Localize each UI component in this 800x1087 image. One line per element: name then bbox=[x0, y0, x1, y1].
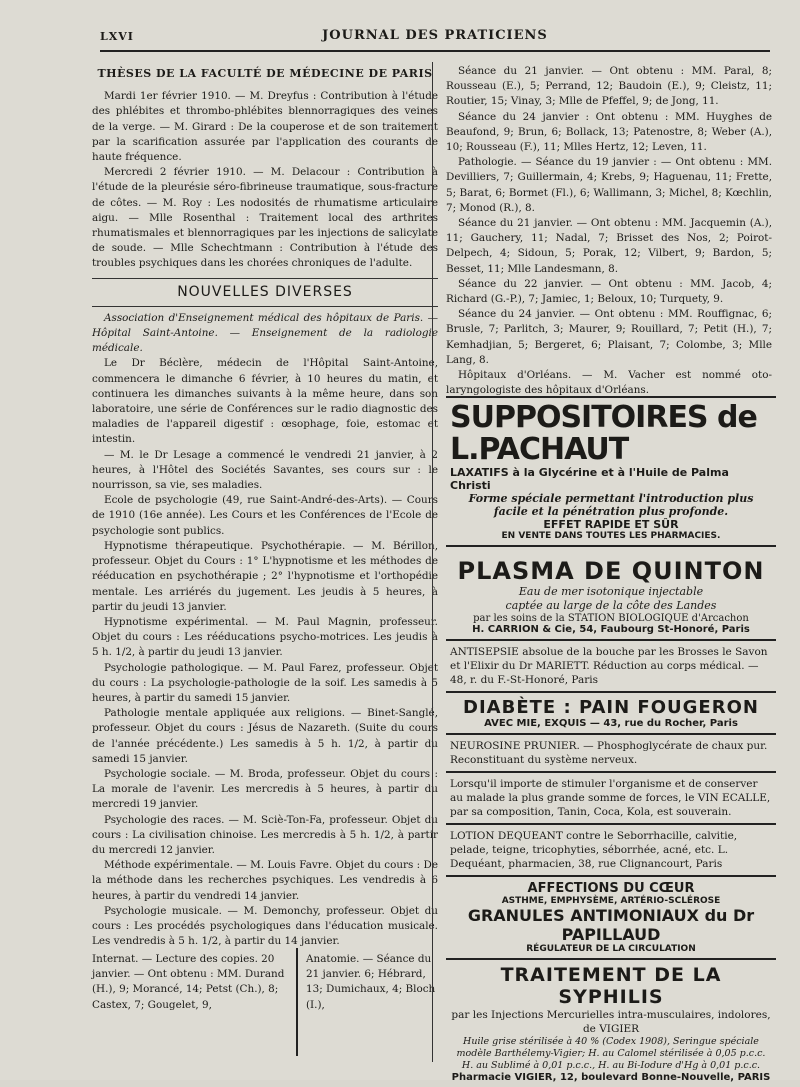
ad-antisepsie: ANTISEPSIE absolue de la bouche par les Brosses le Savon et l'Elixir du Dr MARIETT. Réduction au corps médical. — 48, r. du F.-St-Honoré, Paris bbox=[446, 639, 776, 691]
ad-diabete bbox=[446, 691, 776, 733]
ad-line: RÉGULATEUR DE LA CIRCULATION bbox=[526, 944, 696, 954]
section-rule bbox=[92, 306, 438, 307]
journal-title: JOURNAL DES PRATICIENS bbox=[322, 28, 548, 43]
results-paragraph: Pathologie. — Séance du 19 janvier : — Ont obtenu : MM. Devilliers, 7; Guillermain, 4; Krebs, 9; Haguenau, 11; Frette, 5; Barat, 6; Bormet (Fl.), 6; Wallimann, 3; Michel, 8; Kœchlin, 7; Monod (R.), 8. bbox=[446, 156, 772, 214]
news-paragraph: Ecole de psychologie (49, rue Saint-André-des-Arts). — Cours de 1910 (16e année). Les Cours et les Conférences de l'Ecole de psychologie sont publics. bbox=[92, 494, 438, 537]
news-paragraph: Psychologie des races. — M. Sciè-Ton-Fa, professeur. Objet du cours : La civilisation chinoise. Les mercredis à 5 h. 1/2, à partir du mercredi 12 janvier. bbox=[92, 813, 438, 856]
results-paragraph: Séance du 24 janvier. — Ont obtenu : MM. Rouffignac, 6; Brusle, 7; Parlitch, 3; Maurer, 9; Rouillard, 7; Petit (H.), 7; Kemhadjian, 5; Bergeret, 6; Plaisant, 7; Colombe, 3; Mlle Lang, 8. bbox=[446, 308, 772, 366]
news-paragraph: Le Dr Béclère, médecin de l'Hôpital Saint-Antoine, commencera le dimanche 6 février, à 10 heures du matin, et continuera les dimanches suivants à la même heure, dans son laboratoire, une série de Conférences sur le radio diagnostic des maladies de l'appareil digestif : œsophage, foie, estomac et intestin. bbox=[92, 357, 438, 446]
ad-address: H. CARRION & Cie, 54, Faubourg St-Honoré, Paris bbox=[472, 624, 750, 635]
ad-line: par les soins de la STATION BIOLOGIQUE d'Arcachon bbox=[473, 613, 749, 624]
ad-papillaud bbox=[446, 875, 776, 958]
ad-line: Forme spéciale permettant l'introduction plus facile et la pénétration plus profonde. bbox=[468, 492, 754, 518]
ad-line: EFFET RAPIDE ET SÛR bbox=[543, 518, 679, 531]
news-paragraph: Méthode expérimentale. — M. Louis Favre. Objet du cours : De la méthode dans les recherches psychiques. Les vendredis à 6 heures, à partir du vendredi 14 janvier. bbox=[92, 859, 438, 902]
news-paragraph: Psychologie musicale. — M. Demonchy, professeur. Objet du cours : Les procédés psychologiques dans l'éducation musicale. Les vendredis à 5 h. 1/2, à partir du 14 janvier. bbox=[92, 904, 438, 948]
advertisements bbox=[446, 396, 776, 1087]
results-paragraph: Séance du 22 janvier. — Ont obtenu : MM. Jacob, 4; Richard (G.-P.), 7; Jamiec, 1; Beloux, 10; Turquety, 9. bbox=[446, 277, 772, 306]
right-column bbox=[446, 64, 772, 398]
page-header bbox=[100, 28, 770, 52]
internat-right: Anatomie. — Séance du 21 janvier. 6; Hébrard, 13; Dumichaux, 4; Bloch (I.), bbox=[306, 953, 436, 1011]
ad-address: Pharmacie VIGIER, 12, boulevard Bonne-Nouvelle, PARIS bbox=[451, 1072, 771, 1083]
theses-entry: Mardi 1er février 1910. — M. Dreyfus : Contribution à l'étude des phlébites et thrombo-phlébites blennorragiques des veines de la verge. — M. Girard : De la couperose et de son traitement par la scarification assurée par l'application des courants de haute fréquence. bbox=[92, 90, 438, 164]
results-paragraph: Séance du 21 janvier. — Ont obtenu : MM. Jacquemin (A.), 11; Gauchery, 11; Nadal, 7; Brisset des Nos, 2; Poirot-Delpech, 4; Sidoun, 5; Porak, 12; Vilbert, 9; Bardon, 5; Besset, 11; Mlle Landesmann, 8. bbox=[446, 217, 772, 275]
internat-left: Internat. — Lecture des copies. 20 janvier. — Ont obtenu : MM. Durand (H.), 9; Morancé, 14; Petst (Ch.), 8; Castex, 7; Gougelet, 9, bbox=[92, 953, 285, 1011]
news-paragraph: — M. le Dr Lesage a commencé le vendredi 21 janvier, à 2 heures, à l'Hôtel des Sociétés Savantes, ses cours sur : le nourrisson, sa vie, ses maladies. bbox=[92, 448, 438, 492]
results-paragraph: Hôpitaux d'Orléans. — M. Vacher est nommé oto-laryngologiste des hôpitaux d'Orléans. bbox=[446, 369, 772, 397]
ad-title: PLASMA DE QUINTON bbox=[457, 557, 765, 585]
ad-neurosine: NEUROSINE PRUNIER. — Phosphoglycérate de chaux pur. Reconstituant du système nerveux. bbox=[446, 733, 776, 771]
news-paragraph: Hypnotisme expérimental. — M. Paul Magnin, professeur. Objet du cours : Les rééducations psycho-motrices. Les jeudis à 5 h. 1/2, à partir du jeudi 13 janvier. bbox=[92, 615, 438, 659]
ad-title: GRANULES ANTIMONIAUX du Dr PAPILLAUD bbox=[467, 906, 755, 944]
ad-line: Huile grise stérilisée à 40 % (Codex 1908), Seringue spéciale modèle Barthélemy-Vigier; H. au Calomel stérilisée à 0,05 p.c.c. H. au Sublimé à 0,01 p.c.c., H. au Bi-Iodure d'Hg à 0,01 p.c.c. bbox=[456, 1036, 766, 1071]
ad-quinton bbox=[446, 545, 776, 639]
news-paragraph: Psychologie sociale. — M. Broda, professeur. Objet du cours : La morale de l'avenir. Les mercredis à 5 heures, à partir du mercredi 19 janvier. bbox=[92, 767, 438, 811]
nouvelles-title: NOUVELLES DIVERSES bbox=[92, 278, 438, 300]
ad-line: ASTHME, EMPHYSÈME, ARTÉRIO-SCLÉROSE bbox=[501, 896, 721, 906]
column-bar bbox=[296, 948, 298, 1056]
theses-title: THÈSES DE LA FACULTÉ DE MÉDECINE DE PARIS bbox=[97, 67, 433, 80]
news-paragraph: Psychologie pathologique. — M. Paul Farez, professeur. Objet du cours : La psychologie-pathologie de la soif. Les samedis à 5 heures, à partir du samedi 15 janvier. bbox=[92, 661, 438, 704]
ad-title: DIABÈTE : PAIN FOUGERON bbox=[463, 697, 759, 718]
ad-line: LAXATIFS à la Glycérine et à l'Huile de Palma Christi bbox=[450, 466, 729, 492]
news-paragraph: Hypnotisme thérapeutique. Psychothérapie. — M. Bérillon, professeur. Objet du Cours : 1° L'hypnotisme et les méthodes de rééducation en psychothérapie ; 2° l'hypnotisme et l'orthopédie mentale. Les arriérés du jugement. Les jeudis à 5 heures, à partir du jeudi 13 janvier. bbox=[92, 539, 438, 613]
ad-line: EN VENTE DANS TOUTES LES PHARMACIES. bbox=[501, 531, 721, 541]
results-paragraph: Séance du 21 janvier. — Ont obtenu : MM. Paral, 8; Rousseau (E.), 5; Perrand, 12; Baudoin (E.), 9; Cleistz, 11; Routier, 15; Vinay, 3; Mlle de Pfeffel, 9; de Jong, 11. bbox=[446, 65, 772, 108]
ad-title: SUPPOSITOIRES de L.PACHAUT bbox=[450, 400, 757, 467]
ad-line: captée au large de la côte des Landes bbox=[505, 599, 717, 612]
page-number: LXVI bbox=[100, 30, 134, 43]
ad-syphilis bbox=[446, 958, 776, 1087]
ad-line: AVEC MIE, EXQUIS — 43, rue du Rocher, Paris bbox=[484, 718, 738, 729]
left-column bbox=[92, 62, 438, 949]
ad-lotion-dequeant: LOTION DEQUEANT contre le Seborrhacille, calvitie, pelade, teigne, tricophyties, séborrhée, acné, etc. L. Dequéant, pharmacien, 38, rue Clignancourt, Paris bbox=[446, 823, 776, 875]
news-paragraph: Association d'Enseignement médical des hôpitaux de Paris. — Hôpital Saint-Antoine. — Enseignement de la radiologie médicale. bbox=[92, 311, 438, 355]
ad-line: par les Injections Mercurielles intra-musculaires, indolores, de VIGIER bbox=[451, 1009, 771, 1035]
ad-vin-ecalle: Lorsqu'il importe de stimuler l'organisme et de conserver au malade la plus grande somme de forces, le VIN ECALLE, par sa composition, Tanin, Coca, Kola, est souverain. bbox=[446, 771, 776, 823]
column-divider bbox=[432, 62, 433, 1062]
ad-line: Eau de mer isotonique injectable bbox=[518, 585, 704, 598]
ad-line: AFFECTIONS DU CŒUR bbox=[527, 881, 695, 896]
ad-pachaut bbox=[446, 396, 776, 545]
theses-entry: Mercredi 2 février 1910. — M. Delacour : Contribution à l'étude de la pleurésie séro-fibrineuse traumatique, sous-fracture de côtes. — M. Roy : Les nodosités de rhumatisme articulaire aigu. — Mlle Rosenthal : Traitement local des arthrites rhumatismales et blennorragiques par les injections de salicylate de soude. — Mlle Schechtmann : Contribution à l'étude des troubles psychiques dans les chorées chroniques de l'adulte. bbox=[92, 166, 438, 270]
news-paragraph: Pathologie mentale appliquée aux religions. — Binet-Sanglé, professeur. Objet du cours : Jésus de Nazareth. (Suite du cours de l'année précédente.) Les samedis à 5 h. 1/2, à partir du samedi 15 janvier. bbox=[92, 707, 438, 765]
ad-title: TRAITEMENT DE LA SYPHILIS bbox=[500, 964, 722, 1008]
results-paragraph: Séance du 24 janvier : Ont obtenu : MM. Huyghes de Beaufond, 9; Brun, 6; Bollack, 13; Patenostre, 8; Weber (A.), 10; Rousseau (F.), 11; Mlles Hertz, 12; Leven, 11. bbox=[446, 110, 772, 154]
